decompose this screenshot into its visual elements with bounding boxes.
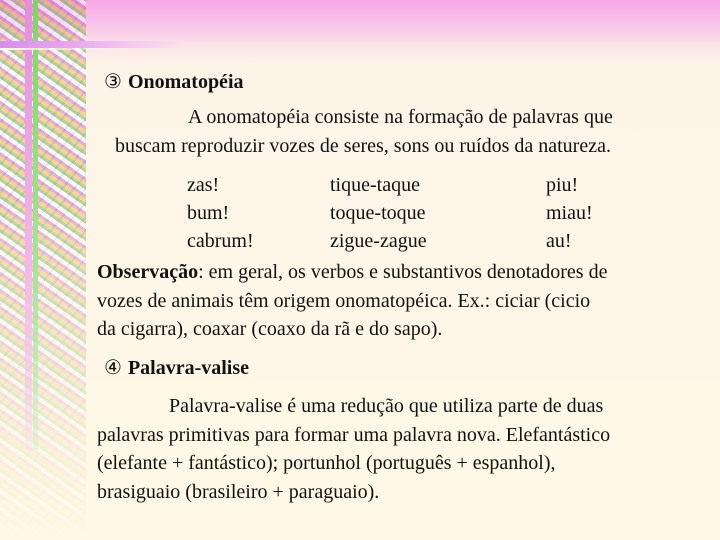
example-col3-item: piu! (546, 174, 579, 196)
decorative-vertical-bar-green (33, 0, 38, 450)
section-4-number-icon: ④ (104, 357, 122, 379)
observation-line-1 (97, 259, 607, 285)
example-col2-item: zigue-zague (330, 230, 427, 252)
palavra-valise-line-3: (elefante + fantástico); portunhol (português + espanhol), (97, 452, 556, 474)
example-col3-item: miau! (546, 202, 593, 224)
decorative-texture-strip (0, 0, 86, 540)
example-col1-item: cabrum! (187, 230, 254, 252)
example-col1-item: bum! (187, 202, 230, 224)
observation-label: Observação (97, 261, 199, 283)
definition-line-2: buscam reproduzir vozes de seres, sons ou ruídos da natureza. (115, 135, 611, 157)
section-3-number-icon: ③ (104, 71, 122, 93)
decorative-vertical-bar-pink (25, 0, 32, 450)
palavra-valise-line-4: brasiguaio (brasileiro + paraguaio). (97, 481, 380, 503)
palavra-valise-line-2: palavras primitivas para formar uma palavra nova. Elefantástico (97, 424, 611, 446)
palavra-valise-line-1: Palavra-valise é uma redução que utiliza parte de duas (169, 395, 604, 417)
example-col1-item: zas! (187, 174, 220, 196)
observation-line-1-text: : em geral, os verbos e substantivos denotadores de (198, 261, 608, 283)
definition-line-1: A onomatopéia consiste na formação de palavras que (188, 106, 613, 128)
example-col2-item: toque-toque (330, 202, 426, 224)
section-4-heading (104, 355, 249, 381)
example-col3-item: au! (546, 230, 572, 252)
decorative-horizontal-bar (0, 41, 184, 48)
section-4-title: Palavra-valise (127, 357, 250, 379)
observation-line-3: da cigarra), coaxar (coaxo da rã e do sapo). (97, 318, 443, 340)
decorative-horizontal-highlight (0, 48, 150, 50)
section-3-title: Onomatopéia (127, 71, 244, 93)
section-3-heading (104, 69, 244, 95)
example-col2-item: tique-taque (330, 174, 420, 196)
observation-line-2: vozes de animais têm origem onomatopéica. Ex.: ciciar (cicio (97, 290, 591, 312)
